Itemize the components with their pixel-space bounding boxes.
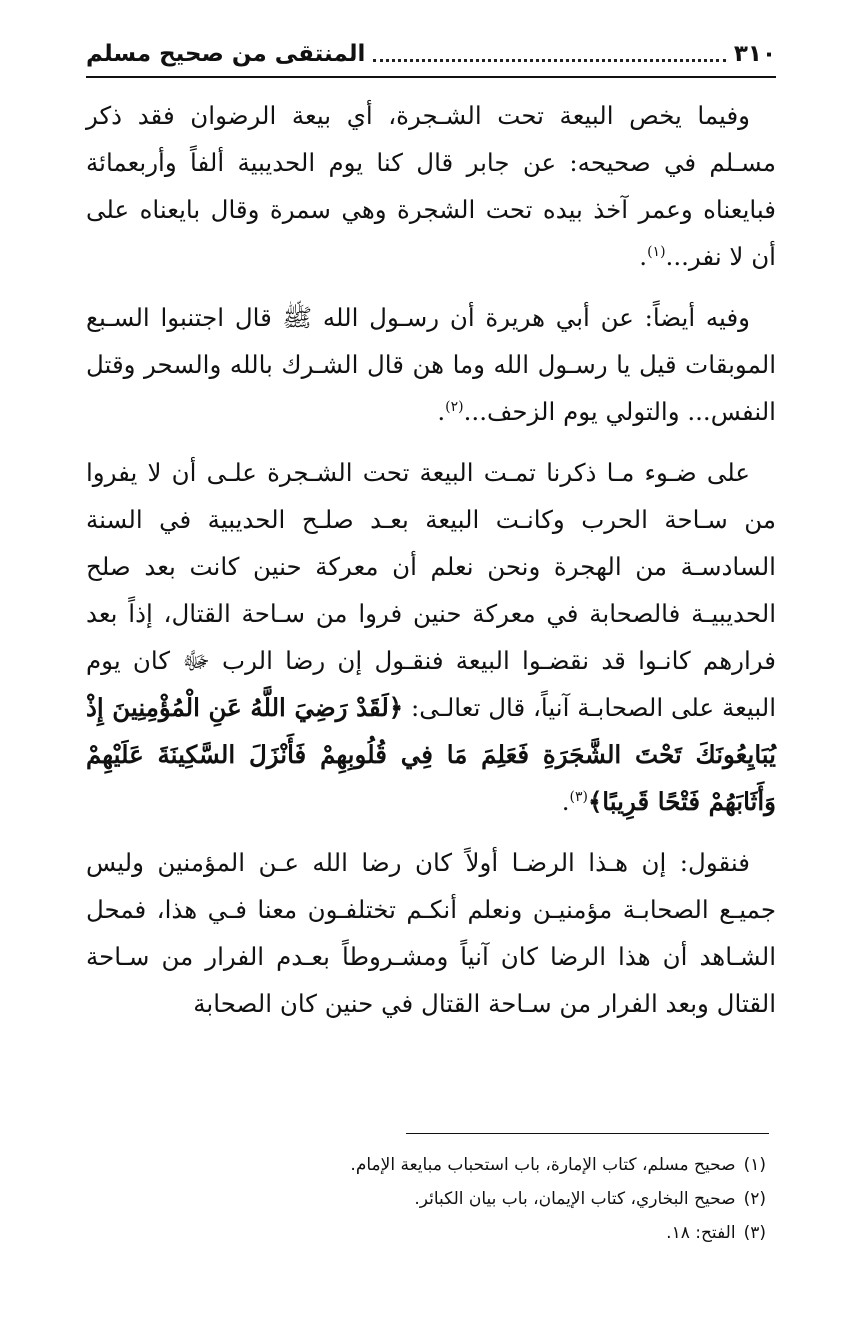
quran-verse: ﴿لَقَدْ رَضِيَ اللَّهُ عَنِ الْمُؤْمِنِينَ إِذْ يُبَايِعُونَكَ تَحْتَ الشَّجَرَةِ فَعَلِمَ مَا فِي قُلُوبِهِمْ فَأَنْزَلَ السَّكِينَةَ عَلَيْهِمْ وَأَثَابَهُمْ فَتْحًا قَرِيبًا﴾ [86, 693, 776, 816]
paragraph-2 [86, 294, 776, 435]
header-leader-dots [373, 59, 726, 62]
footnote-number: (٢) [743, 1189, 766, 1209]
footnote-text: صحيح البخاري، كتاب الإيمان، باب بيان الكبائر. [414, 1189, 736, 1209]
footnotes [86, 1148, 766, 1250]
paragraph-end: . [561, 787, 570, 816]
footnote-number: (١) [743, 1155, 766, 1175]
footnote-ref-1[interactable]: (١) [647, 243, 666, 260]
footnote-3 [86, 1216, 766, 1250]
page-number: ٣١٠ [733, 41, 776, 67]
paragraph-end: . [639, 242, 648, 271]
footnote-1 [86, 1148, 766, 1182]
paragraph-text: فنقول: إن هـذا الرضـا أولاً كان رضا الله عـن المؤمنين وليس جميـع الصحابـة مؤمنيـن ونعلم أنكـم تختلفـون معنا فـي هذا، فمحل الشـاهد أن هذا الرضا كان آنياً ومشـروطاً بعـدم الفرار من سـاحة القتال وبعد الفرار من سـاحة القتال في حنين كان الصحابة [86, 848, 776, 1018]
paragraph-1 [86, 92, 776, 280]
footnote-ref-3[interactable]: (٣) [569, 788, 588, 805]
footnote-number: (٣) [743, 1223, 766, 1243]
footnote-text: صحيح مسلم، كتاب الإمارة، باب استحباب مبايعة الإمام. [350, 1155, 736, 1175]
running-title: المنتقى من صحيح مسلم [86, 41, 366, 67]
header-rule [86, 76, 776, 78]
page-header [86, 34, 776, 74]
footnote-separator [406, 1133, 769, 1134]
footnote-ref-2[interactable]: (٢) [445, 398, 464, 415]
main-text [86, 92, 776, 1027]
paragraph-3 [86, 449, 776, 825]
paragraph-end: . [437, 397, 446, 426]
paragraph-4 [86, 839, 776, 1027]
footnote-text: الفتح: ١٨. [666, 1223, 736, 1243]
paragraph-text: وفيما يخص البيعة تحت الشـجرة، أي بيعة الرضوان فقد ذكر مسـلم في صحيحه: عن جابر قال كنا يوم الحديبية ألفاً وأربعمائة فبايعناه وعمر آخذ بيده تحت الشجرة وهي سمرة وقال بايعناه على أن لا نفر... [86, 101, 776, 271]
paragraph-text: على ضـوء مـا ذكرنا تمـت البيعة تحت الشـجرة علـى أن لا يفروا من سـاحة الحرب وكانـت البيعة بعـد صلـح الحديبية في السنة السادسـة من الهجرة ونحن نعلم أن معركة حنين كانت بعد صلح الحديبيـة فالصحابة في معركة حنين فروا من سـاحة القتال، إذاً بعد فرارهم كانـوا قد نقضـوا البيعة فنقـول إن رضا الرب ﷻ كان يوم البيعة على الصحابـة آنياً، قال تعالـى: [86, 458, 776, 722]
paragraph-text: وفيه أيضاً: عن أبي هريرة أن رسـول الله ﷺ قال اجتنبوا السـبع الموبقات قيل يا رسـول الله وما هن قال الشـرك بالله والسحر وقتل النفس... والتولي يوم الزحف... [86, 303, 776, 426]
footnote-2 [86, 1182, 766, 1216]
